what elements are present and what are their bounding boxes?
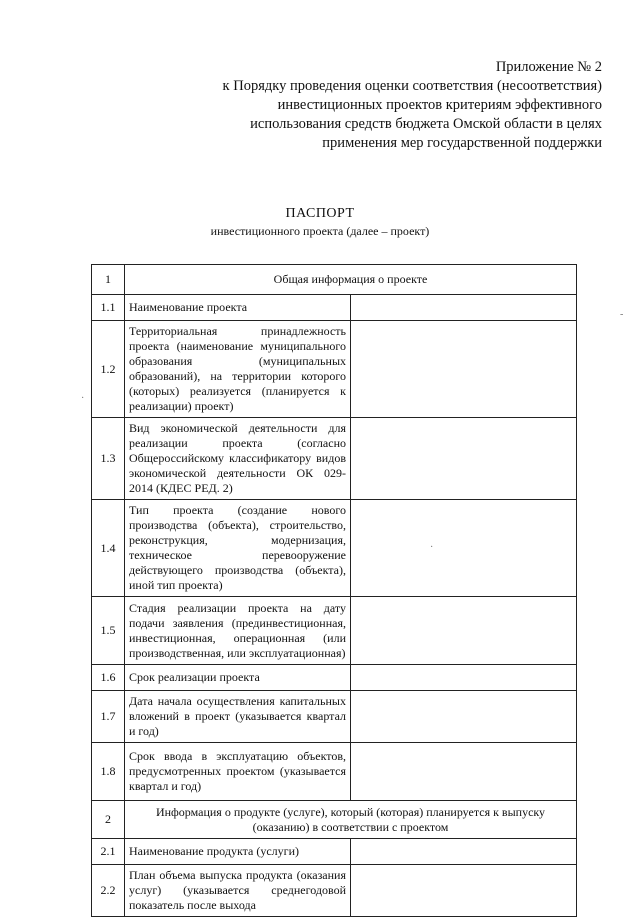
row-number: 2.1	[92, 839, 125, 865]
row-label: Вид экономической деятельности для реализации проекта (согласно Общероссийскому классификатору видов экономической деятельности ОК 029-2014 (КДЕС РЕД. 2)	[125, 418, 351, 500]
row-number: 1.1	[92, 295, 125, 321]
row-number: 1.5	[92, 597, 125, 665]
row-value-cell[interactable]	[351, 295, 577, 321]
row-label: Тип проекта (создание нового производства (объекта), строительство, реконструкция, модернизация, техническое перевооружение действующего производства (объекта), иной тип проекта)	[125, 500, 351, 597]
table-row	[92, 321, 577, 418]
table-row	[92, 597, 577, 665]
document-title	[0, 205, 640, 239]
scan-speck: -	[620, 309, 624, 320]
row-number: 1.8	[92, 743, 125, 801]
passport-table	[91, 264, 577, 917]
table-row	[92, 418, 577, 500]
appendix-line-2: к Порядку проведения оценки соответствия (несоответствия)	[222, 78, 602, 94]
title-sub: инвестиционного проекта (далее – проект)	[210, 224, 430, 238]
appendix-line-4: использования средств бюджета Омской области в целях	[250, 116, 602, 132]
row-number: 1.6	[92, 665, 125, 691]
row-number: 1.4	[92, 500, 125, 597]
table-row	[92, 665, 577, 691]
row-value-cell[interactable]	[351, 743, 577, 801]
table-row	[92, 500, 577, 597]
scan-speck: ·	[81, 393, 85, 404]
row-label: Срок ввода в эксплуатацию объектов, предусмотренных проектом (указывается квартал и год)	[125, 743, 351, 801]
row-value-cell[interactable]	[351, 597, 577, 665]
appendix-line-3: инвестиционных проектов критериям эффективного	[277, 97, 602, 113]
section-number: 2	[92, 801, 125, 839]
row-value-cell[interactable]	[351, 500, 577, 597]
row-number: 1.7	[92, 691, 125, 743]
section-row-2	[92, 801, 577, 839]
appendix-line-5: применения мер государственной поддержки	[322, 135, 602, 151]
table-row	[92, 691, 577, 743]
row-label: Стадия реализации проекта на дату подачи заявления (прединвестиционная, инвестиционная, операционная (или производственная, или эксплуатационная)	[125, 597, 351, 665]
row-label: Дата начала осуществления капитальных вложений в проект (указывается квартал и год)	[125, 691, 351, 743]
row-label: Наименование проекта	[125, 295, 351, 321]
appendix-header	[182, 58, 602, 153]
row-value-cell[interactable]	[351, 691, 577, 743]
scan-speck: ·	[430, 542, 434, 553]
section-row-1	[92, 265, 577, 295]
row-label: Территориальная принадлежность проекта (наименование муниципального образования (муниципальных образований), на территории которого (которых) реализуется (планируется к реализации) проект)	[125, 321, 351, 418]
row-value-cell[interactable]	[351, 418, 577, 500]
section-number: 1	[92, 265, 125, 295]
row-value-cell[interactable]	[351, 865, 577, 917]
table-row	[92, 839, 577, 865]
row-number: 1.2	[92, 321, 125, 418]
appendix-number: Приложение № 2	[495, 59, 602, 75]
table-row	[92, 865, 577, 917]
row-label: Наименование продукта (услуги)	[125, 839, 351, 865]
row-number: 1.3	[92, 418, 125, 500]
row-label: Срок реализации проекта	[125, 665, 351, 691]
row-value-cell[interactable]	[351, 321, 577, 418]
row-label: План объема выпуска продукта (оказания услуг) (указывается среднегодовой показатель после выхода	[125, 865, 351, 917]
table-row	[92, 743, 577, 801]
section-title: Информация о продукте (услуге), который (которая) планируется к выпуску (оказанию) в соответствии с проектом	[125, 801, 577, 839]
row-value-cell[interactable]	[351, 665, 577, 691]
section-title: Общая информация о проекте	[125, 265, 577, 295]
table-row	[92, 295, 577, 321]
row-value-cell[interactable]	[351, 839, 577, 865]
row-number: 2.2	[92, 865, 125, 917]
title-main: ПАСПОРТ	[285, 206, 355, 221]
